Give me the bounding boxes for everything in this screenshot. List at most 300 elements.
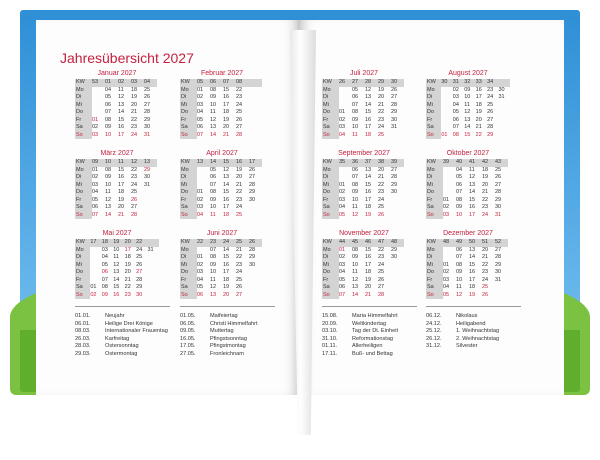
date-cell: 05 [352, 86, 359, 93]
date-cell: 17 [475, 94, 482, 100]
date-cell: 02 [452, 86, 459, 93]
date-cell: 01 [339, 181, 346, 188]
date-cell [197, 174, 210, 182]
day-label: Mi [180, 262, 197, 270]
date-cell: 05 [101, 261, 108, 268]
date-cell: 25 [136, 254, 143, 260]
date-cell: 27 [131, 204, 138, 210]
date-cell: 07 [352, 101, 359, 108]
date-cell [249, 124, 262, 132]
week-day-row [180, 197, 262, 205]
day-label: Di [322, 94, 339, 102]
holiday-date: 08.03. [75, 328, 91, 335]
week-number-row [426, 239, 508, 247]
week-day-row [180, 87, 262, 95]
date-cell: 07 [352, 174, 359, 180]
holiday-item [75, 343, 168, 351]
date-cell: 30 [495, 269, 502, 275]
week-day-row [180, 117, 262, 125]
week-day-row [180, 212, 262, 220]
week-number: 27 [352, 79, 365, 87]
week-number-row [75, 79, 157, 87]
date-cell: 03 [339, 196, 346, 203]
date-cell: 08 [210, 189, 217, 195]
date-cell: 26 [236, 284, 243, 290]
date-cell: 03 [92, 181, 99, 188]
week-number: 53 [92, 79, 105, 87]
month-name: Januar 2027 [97, 70, 137, 77]
day-label: Do [426, 269, 443, 277]
holiday-item [426, 321, 499, 329]
holiday-name: Nikolaus [456, 313, 478, 319]
week-day-row [180, 284, 262, 292]
month-table [426, 239, 508, 299]
date-cell [498, 124, 510, 132]
date-cell: 22 [236, 254, 243, 260]
day-label: Sa [180, 204, 197, 212]
date-cell: 11 [469, 166, 475, 173]
week-number: 24 [223, 239, 236, 247]
date-cell: 03 [197, 101, 204, 108]
date-cell [144, 189, 157, 197]
date-cell [391, 197, 404, 205]
date-cell: 12 [223, 166, 230, 173]
date-cell: 27 [236, 291, 243, 298]
week-day-row [322, 132, 404, 140]
date-cell: 09 [105, 124, 112, 130]
week-day-row [426, 197, 508, 205]
date-cell [339, 87, 352, 95]
date-cell: 25 [378, 269, 385, 275]
date-cell: 08 [210, 254, 217, 260]
date-cell: 10 [352, 196, 359, 203]
date-cell: 06 [339, 284, 346, 290]
week-day-row [75, 262, 159, 270]
date-cell: 02 [339, 189, 346, 195]
week-number: 37 [365, 159, 378, 167]
date-cell: 05 [339, 276, 346, 283]
date-cell: 14 [210, 131, 217, 138]
date-cell [90, 247, 101, 255]
date-cell: 04 [105, 86, 112, 93]
date-cell: 16 [365, 116, 372, 123]
date-cell: 10 [210, 204, 217, 210]
date-cell: 25 [144, 86, 151, 93]
holiday-name: Muttertag [210, 328, 234, 335]
month-name: Mai 2027 [102, 230, 132, 237]
day-label: Fr [75, 197, 92, 205]
date-cell: 28 [236, 131, 243, 138]
date-cell: 15 [118, 116, 125, 123]
date-cell: 12 [210, 116, 217, 123]
month-name: Juni 2027 [206, 230, 238, 237]
date-cell: 24 [236, 101, 243, 108]
date-cell [441, 117, 452, 125]
week-day-row [180, 94, 262, 102]
date-cell: 16 [223, 94, 230, 100]
day-label: Fr [75, 117, 92, 125]
date-cell: 25 [236, 211, 243, 218]
week-day-row [426, 124, 510, 132]
week-number: 36 [352, 159, 365, 167]
date-cell: 13 [365, 94, 372, 100]
date-cell: 05 [339, 211, 346, 218]
date-cell: 13 [365, 166, 372, 173]
week-number-row [426, 79, 510, 87]
week-day-row [180, 174, 262, 182]
date-cell: 03 [443, 211, 450, 218]
date-cell: 03 [339, 124, 346, 130]
date-cell [443, 174, 456, 182]
holiday-name: Christi Himmelfahrt [210, 320, 258, 327]
holiday-list [180, 313, 258, 359]
date-cell [249, 94, 262, 102]
date-cell: 01 [92, 116, 99, 123]
date-cell: 23 [378, 254, 385, 260]
date-cell: 20 [223, 291, 230, 298]
month-name: Oktober 2027 [446, 150, 490, 157]
date-cell: 27 [391, 166, 398, 173]
week-day-row [322, 262, 404, 270]
date-cell: 08 [456, 196, 463, 203]
date-cell: 31 [144, 131, 151, 138]
week-day-row [75, 204, 157, 212]
holiday-name: Heiligabend [456, 320, 486, 327]
week-day-row [322, 167, 404, 175]
date-cell: 08 [352, 246, 359, 253]
date-cell [249, 204, 262, 212]
day-label: Fr [180, 277, 197, 285]
date-cell: 03 [197, 269, 204, 275]
date-cell: 05 [92, 196, 99, 203]
date-cell: 21 [482, 254, 489, 260]
date-cell: 20 [475, 116, 482, 123]
holiday-name: Maria Himmelfahrt [352, 313, 398, 319]
date-cell: 02 [197, 261, 204, 268]
date-cell: 30 [391, 254, 398, 260]
week-day-row [75, 292, 159, 300]
holiday-date: 01.11. [322, 343, 338, 350]
date-cell: 28 [495, 189, 502, 195]
date-cell: 24 [236, 204, 243, 210]
date-cell: 13 [118, 101, 125, 108]
date-cell: 15 [365, 109, 372, 115]
date-cell: 22 [131, 166, 138, 173]
date-cell: 20 [118, 204, 125, 210]
date-cell: 20 [482, 181, 489, 188]
day-label: Fr [426, 117, 441, 125]
date-cell: 18 [118, 189, 125, 195]
date-cell: 23 [236, 94, 243, 100]
week-day-row [75, 269, 159, 277]
date-cell: 07 [210, 181, 217, 188]
date-cell: 30 [144, 174, 151, 180]
day-label: Mi [180, 182, 197, 190]
date-cell: 01 [197, 254, 204, 260]
date-cell: 05 [197, 284, 204, 290]
date-cell: 18 [223, 211, 230, 218]
day-label: Mo [180, 167, 197, 175]
day-label: Fr [75, 277, 90, 285]
date-cell [443, 254, 456, 262]
date-cell: 18 [365, 269, 372, 275]
date-cell: 03 [101, 246, 108, 253]
date-cell: 16 [365, 189, 372, 195]
date-cell: 30 [498, 86, 505, 93]
week-day-row [180, 262, 262, 270]
day-label: Do [75, 269, 90, 277]
day-label: Mo [75, 167, 92, 175]
week-day-row [426, 102, 510, 110]
date-cell: 09 [352, 116, 359, 123]
day-label: Do [322, 109, 339, 117]
date-cell: 29 [391, 181, 398, 188]
date-cell: 15 [223, 86, 230, 93]
date-cell: 28 [131, 211, 138, 218]
date-cell: 08 [210, 86, 217, 93]
date-cell: 27 [391, 94, 398, 100]
date-cell: 13 [352, 284, 359, 290]
day-label: So [180, 212, 197, 220]
date-cell: 04 [339, 131, 346, 138]
day-label: Fr [180, 197, 197, 205]
date-cell: 22 [378, 109, 385, 115]
month-table [75, 79, 157, 139]
week-number: 02 [118, 79, 131, 87]
date-cell: 10 [113, 246, 120, 253]
date-cell [391, 262, 404, 270]
week-number: 25 [236, 239, 249, 247]
day-label: Fr [180, 117, 197, 125]
date-cell: 30 [249, 196, 256, 203]
date-cell: 27 [136, 269, 143, 275]
month-table [426, 79, 510, 139]
date-cell: 25 [236, 109, 243, 115]
date-cell: 13 [113, 269, 120, 275]
day-label: KW [75, 159, 92, 167]
date-cell: 12 [365, 86, 372, 93]
day-label: Fr [426, 197, 443, 205]
date-cell: 24 [378, 124, 385, 130]
date-cell: 08 [456, 261, 463, 268]
date-cell: 28 [249, 246, 256, 253]
day-label: Do [180, 109, 197, 117]
date-cell: 05 [452, 109, 459, 115]
holiday-name: Internationaler Frauentag [105, 328, 168, 335]
day-label: Mi [75, 182, 92, 190]
holiday-name: Ostermontag [105, 350, 138, 357]
date-cell: 24 [378, 261, 385, 268]
day-label: Mo [180, 87, 197, 95]
date-cell: 16 [469, 269, 476, 275]
week-day-row [426, 174, 508, 182]
week-number [147, 239, 159, 247]
date-cell: 10 [210, 269, 217, 275]
holiday-name: Tag der Dt. Einheit [352, 328, 399, 335]
week-number [498, 79, 510, 87]
date-cell: 05 [210, 166, 217, 173]
week-number: 06 [210, 79, 223, 87]
date-cell: 20 [131, 101, 138, 108]
holiday-divider [426, 306, 521, 307]
day-label: Do [75, 109, 92, 117]
date-cell: 19 [365, 211, 372, 218]
holiday-list [322, 313, 398, 359]
date-cell [92, 87, 105, 95]
week-number: 48 [391, 239, 404, 247]
week-day-row [426, 87, 510, 95]
date-cell: 25 [378, 131, 385, 138]
date-cell: 02 [90, 291, 97, 298]
holiday-date: 20.09. [322, 320, 338, 327]
holiday-name: Ostersonntag [105, 343, 139, 350]
date-cell: 20 [378, 166, 385, 173]
date-cell [443, 189, 456, 197]
date-cell: 06 [197, 291, 204, 298]
date-cell: 18 [365, 131, 372, 138]
day-label: Fr [322, 117, 339, 125]
day-label: Do [426, 189, 443, 197]
week-day-row [180, 182, 262, 190]
holiday-item [322, 313, 398, 321]
date-cell: 29 [144, 116, 151, 123]
date-cell: 01 [339, 109, 346, 115]
day-label: Mi [322, 182, 339, 190]
month-name: April 2027 [206, 150, 238, 157]
month-table [322, 239, 404, 299]
date-cell [147, 254, 159, 262]
date-cell [391, 292, 404, 300]
date-cell: 26 [249, 166, 256, 173]
date-cell: 10 [352, 261, 359, 268]
day-label: Sa [75, 284, 90, 292]
holiday-date: 31.10. [322, 335, 338, 342]
date-cell: 09 [105, 174, 112, 180]
date-cell: 26 [131, 196, 138, 203]
date-cell: 08 [352, 109, 359, 115]
week-number: 17 [90, 239, 101, 247]
date-cell: 31 [495, 276, 502, 283]
holiday-date: 09.05. [180, 328, 196, 335]
date-cell: 23 [482, 269, 489, 275]
holiday-item [322, 351, 398, 359]
date-cell: 02 [339, 254, 346, 260]
date-cell [443, 247, 456, 255]
date-cell [443, 167, 456, 175]
date-cell: 08 [101, 284, 108, 290]
date-cell: 04 [339, 269, 346, 275]
date-cell: 16 [469, 204, 476, 210]
week-day-row [426, 189, 508, 197]
date-cell: 03 [452, 94, 459, 100]
date-cell: 24 [482, 276, 489, 283]
date-cell: 11 [118, 86, 124, 93]
date-cell: 02 [92, 124, 99, 130]
week-number: 18 [102, 239, 113, 247]
date-cell: 14 [223, 246, 230, 253]
date-cell: 29 [391, 109, 398, 115]
date-cell: 25 [378, 204, 385, 210]
month-name: August 2027 [448, 70, 488, 77]
date-cell: 28 [136, 276, 143, 283]
date-cell: 19 [482, 174, 489, 180]
date-cell: 12 [352, 276, 359, 283]
date-cell: 01 [339, 246, 346, 253]
week-number: 28 [365, 79, 378, 87]
date-cell: 09 [352, 254, 359, 260]
week-day-row [180, 124, 262, 132]
date-cell: 07 [105, 109, 112, 115]
holiday-item [75, 321, 168, 329]
date-cell [339, 94, 352, 102]
month-name: Juli 2027 [349, 70, 379, 77]
date-cell: 18 [469, 284, 476, 290]
date-cell: 27 [378, 284, 385, 290]
date-cell: 05 [197, 116, 204, 123]
week-number-row [322, 79, 404, 87]
week-day-row [75, 87, 157, 95]
date-cell [391, 204, 404, 212]
week-day-row [322, 247, 404, 255]
date-cell: 13 [210, 291, 217, 298]
week-number: 31 [453, 79, 464, 87]
date-cell: 04 [443, 284, 450, 290]
date-cell: 24 [482, 211, 489, 218]
day-label: Mo [75, 87, 92, 95]
date-cell: 27 [236, 124, 243, 130]
holiday-item [322, 336, 398, 344]
date-cell: 19 [223, 116, 230, 123]
date-cell [441, 109, 452, 117]
holiday-name: Silvester [456, 343, 478, 350]
date-cell: 16 [113, 291, 120, 298]
date-cell: 04 [101, 254, 108, 260]
date-cell: 21 [378, 101, 385, 108]
date-cell [197, 167, 210, 175]
holiday-divider [322, 306, 417, 307]
date-cell: 02 [197, 196, 204, 203]
date-cell: 16 [118, 174, 125, 180]
date-cell: 06 [197, 124, 204, 130]
date-cell: 07 [92, 211, 99, 218]
date-cell: 10 [105, 181, 112, 188]
week-day-row [75, 132, 157, 140]
date-cell: 30 [136, 291, 143, 298]
date-cell: 22 [236, 86, 243, 93]
date-cell: 29 [144, 166, 151, 173]
date-cell [498, 109, 510, 117]
date-cell: 22 [378, 181, 385, 188]
holiday-item [75, 328, 168, 336]
day-label: So [426, 132, 441, 140]
week-day-row [322, 124, 404, 132]
day-label: Fr [426, 277, 443, 285]
holiday-name: Maifeiertag [210, 313, 238, 319]
week-number: 07 [223, 79, 236, 87]
week-number: 11 [118, 159, 131, 167]
month-name: Februar 2027 [200, 70, 244, 77]
week-day-row [180, 189, 262, 197]
date-cell: 03 [92, 131, 99, 138]
week-day-row [180, 269, 262, 277]
week-day-row [322, 94, 404, 102]
day-label: Di [180, 254, 197, 262]
date-cell: 02 [92, 174, 99, 180]
week-day-row [180, 132, 262, 140]
week-day-row [322, 292, 404, 300]
holiday-list [426, 313, 499, 351]
date-cell [498, 102, 510, 110]
